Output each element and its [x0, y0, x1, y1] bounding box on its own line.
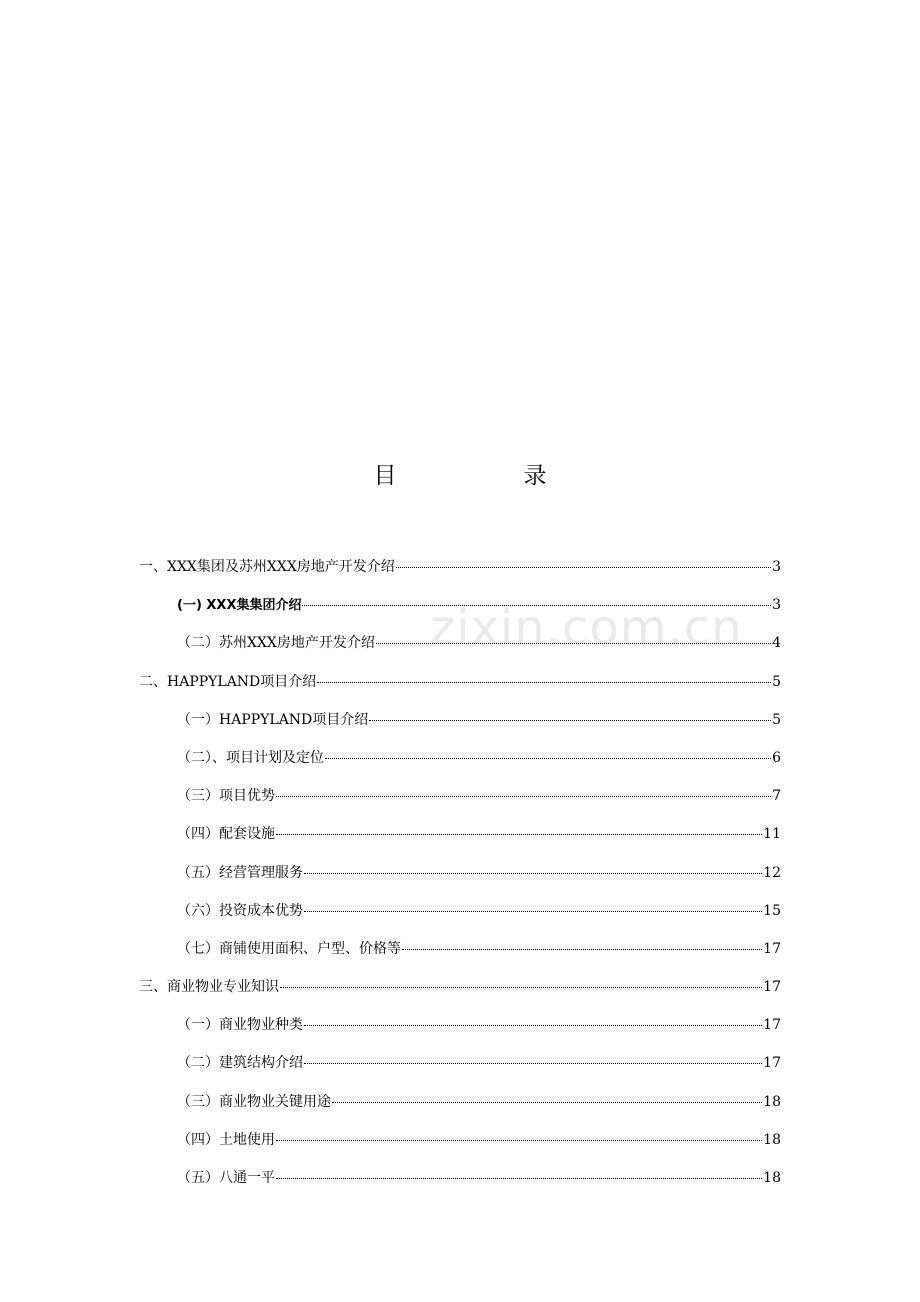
- toc-entry-label: （三）项目优势: [177, 788, 275, 805]
- toc-entry-label: （二）苏州XXX房地产开发介绍: [177, 635, 375, 652]
- toc-entry-page-number: 18: [763, 1170, 781, 1186]
- toc-dot-leader: [402, 948, 762, 950]
- toc-dot-leader: [325, 757, 771, 759]
- toc-entry-label: （六）投资成本优势: [177, 902, 303, 919]
- toc-entry-label: 三、商业物业专业知识: [139, 979, 279, 996]
- toc-entry-page-number: 12: [763, 864, 781, 881]
- toc-entry[interactable]: [139, 781, 781, 819]
- toc-dot-leader: [369, 719, 771, 721]
- toc-entry-page-number: 11: [763, 826, 781, 843]
- toc-entry[interactable]: [139, 1163, 781, 1201]
- toc-entry-label: （五）经营管理服务: [177, 864, 303, 881]
- toc-entry-page-number: 3: [772, 559, 781, 575]
- toc-entry[interactable]: [139, 628, 781, 666]
- toc-entry-page-number: 15: [763, 902, 781, 919]
- toc-dot-leader: [304, 1062, 762, 1064]
- toc-entry[interactable]: [139, 552, 781, 590]
- toc-entry-page-number: 17: [763, 1017, 781, 1034]
- toc-dot-leader: [280, 986, 762, 988]
- toc-entry-page-number: 3: [772, 597, 781, 614]
- toc-entry[interactable]: [139, 1010, 781, 1048]
- toc-entry[interactable]: [139, 1125, 781, 1163]
- toc-dot-leader: [276, 833, 762, 835]
- toc-dot-leader: [332, 1101, 762, 1103]
- toc-entry[interactable]: [139, 743, 781, 781]
- toc-entry-page-number: 5: [772, 673, 781, 690]
- toc-entry-label: （二）、项目计划及定位: [177, 749, 324, 766]
- toc-entry-label: （三）商业物业关键用途: [177, 1093, 331, 1110]
- toc-entry[interactable]: [139, 896, 781, 934]
- toc-entry[interactable]: [139, 705, 781, 743]
- toc-dot-leader: [276, 1177, 762, 1179]
- toc-entry[interactable]: [139, 1087, 781, 1125]
- toc-entry[interactable]: [139, 934, 781, 972]
- toc-entry-label: （四）配套设施: [177, 826, 275, 843]
- toc-dot-leader: [302, 604, 771, 606]
- toc-entry[interactable]: [139, 819, 781, 857]
- toc-entry[interactable]: [139, 858, 781, 896]
- toc-entry-label: （四）土地使用: [177, 1131, 275, 1148]
- toc-entry[interactable]: [139, 972, 781, 1010]
- toc-entry-page-number: 17: [763, 979, 781, 996]
- toc-entry-label: （五）八通一平: [177, 1170, 275, 1186]
- toc-entry-page-number: 7: [772, 788, 781, 805]
- toc-entry-page-number: 4: [772, 635, 781, 652]
- table-of-contents: [139, 552, 781, 1201]
- toc-dot-leader: [396, 566, 771, 568]
- toc-entry-page-number: 5: [772, 711, 781, 728]
- toc-entry-label: (一) XXX集集团介绍: [177, 598, 302, 614]
- toc-entry-label: （二）建筑结构介绍: [177, 1055, 303, 1072]
- toc-entry-label: （一）商业物业种类: [177, 1017, 303, 1034]
- toc-dot-leader: [317, 681, 771, 683]
- toc-entry-label: （一）HAPPYLAND项目介绍: [177, 711, 369, 728]
- toc-entry-page-number: 18: [763, 1093, 781, 1110]
- watermark: zixin.com.cn: [430, 600, 743, 656]
- toc-dot-leader: [304, 872, 762, 874]
- toc-entry-page-number: 6: [772, 749, 781, 766]
- toc-entry-page-number: 17: [763, 1055, 781, 1072]
- toc-entry-label: 二、HAPPYLAND项目介绍: [139, 673, 317, 690]
- toc-dot-leader: [304, 910, 762, 912]
- toc-entry-label: （七）商铺使用面积、户型、价格等: [177, 940, 401, 957]
- toc-dot-leader: [304, 1024, 762, 1026]
- toc-dot-leader: [376, 642, 771, 644]
- toc-entry-page-number: 17: [763, 940, 781, 957]
- toc-dot-leader: [276, 795, 771, 797]
- toc-entry[interactable]: [139, 590, 781, 628]
- toc-dot-leader: [276, 1139, 762, 1141]
- toc-title: 目 录: [373, 463, 599, 489]
- toc-entry[interactable]: [139, 1048, 781, 1086]
- toc-entry[interactable]: [139, 667, 781, 705]
- toc-entry-page-number: 18: [763, 1131, 781, 1148]
- toc-entry-label: 一、XXX集团及苏州XXX房地产开发介绍: [139, 559, 395, 575]
